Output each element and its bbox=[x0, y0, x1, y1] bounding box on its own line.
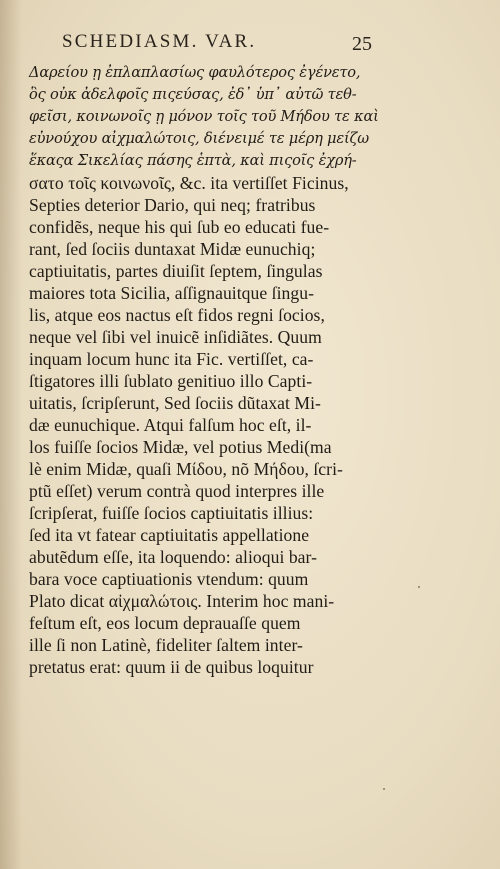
text-line: ptũ eſſet) verum contrà quod interpres ille bbox=[29, 481, 325, 501]
text-line: rant, ſed ſociis duntaxat Midæ eunuchiq; bbox=[29, 239, 316, 259]
text-line: feſtum eſt, eos locum deprauaſſe quem bbox=[29, 613, 301, 633]
gutter-shadow bbox=[0, 0, 22, 869]
paper-speck bbox=[418, 586, 420, 588]
text-line: bara voce captiuationis vtendum: quum bbox=[29, 569, 309, 589]
text-line: ἕκαςα Σικελίας πάσης ἑπτὰ, καὶ πιςοῖς ἐχρή- bbox=[29, 152, 357, 169]
text-line: ὃς οὐκ ἀδελφοῖς πιςεύσας, ἐδ᾽ ὑπ᾽ αὐτῶ τεθ- bbox=[29, 86, 357, 103]
text-line: ſed ita vt fatear captiuitatis appellatione bbox=[29, 525, 310, 545]
text-line: σατο τοῖς κοινωνοῖς, &c. ita vertiſſet Ficinus, bbox=[29, 173, 349, 193]
paper-speck bbox=[383, 788, 385, 790]
text-line: los fuiſſe ſocios Midæ, vel potius Medi(ma bbox=[29, 437, 332, 457]
text-line: neque vel ſibi vel inuicẽ inſidiãtes. Quum bbox=[29, 327, 322, 347]
text-line: lis, atque eos nactus eſt fidos regni ſocios, bbox=[29, 305, 325, 325]
text-line: dæ eunuchique. Atqui falſum hoc eſt, il- bbox=[29, 415, 312, 435]
text-line: lè enim Midæ, quaſi Μίδου, nõ Μήδου, ſcri- bbox=[29, 459, 343, 479]
text-line: confidẽs, neque his qui ſub eo educati fue- bbox=[29, 217, 330, 237]
running-head: SCHEDIASM. VAR. bbox=[62, 31, 257, 52]
text-line: captiuitatis, partes diuiſit ſeptem, ſingulas bbox=[29, 261, 323, 281]
text-line: uitatis, ſcripſerunt, Sed ſociis dũtaxat Mi- bbox=[29, 393, 321, 413]
text-line: maiores tota Sicilia, aſſignauitque ſingu- bbox=[29, 283, 314, 303]
text-line: inquam locum hunc ita Fic. vertiſſet, ca- bbox=[29, 349, 314, 369]
page-header bbox=[62, 31, 382, 57]
page-number: 25 bbox=[352, 33, 372, 55]
text-line: pretatus erat: quum ii de quibus loquitur bbox=[29, 657, 314, 677]
text-line: ille ſi non Latinè, fideliter ſaltem inter- bbox=[29, 635, 303, 655]
text-line: Septies deterior Dario, qui neq; fratribus bbox=[29, 195, 316, 215]
text-line: ſtigatores illi ſublato genitiuo illo Capti- bbox=[29, 371, 313, 391]
text-line: Plato dicat αἰχμαλώτοις. Interim hoc mani- bbox=[29, 591, 335, 611]
text-line: abutẽdum eſſe, ita loquendo: alioqui bar- bbox=[29, 547, 317, 567]
text-line: εὐνούχου αἰχμαλώτοις, διένειμέ τε μέρη μείζω bbox=[29, 130, 369, 147]
text-line: φεῖσι, κοινωνοῖς ῃ μόνον τοῖς τοῦ Μήδου τε καὶ bbox=[29, 108, 379, 125]
text-line: ſcripſerat, fuiſſe ſocios captiuitatis illius: bbox=[29, 503, 314, 523]
text-line: Δαρείου ῃ ἐπλαπλασίως φαυλότερος ἐγένετο, bbox=[29, 64, 361, 81]
